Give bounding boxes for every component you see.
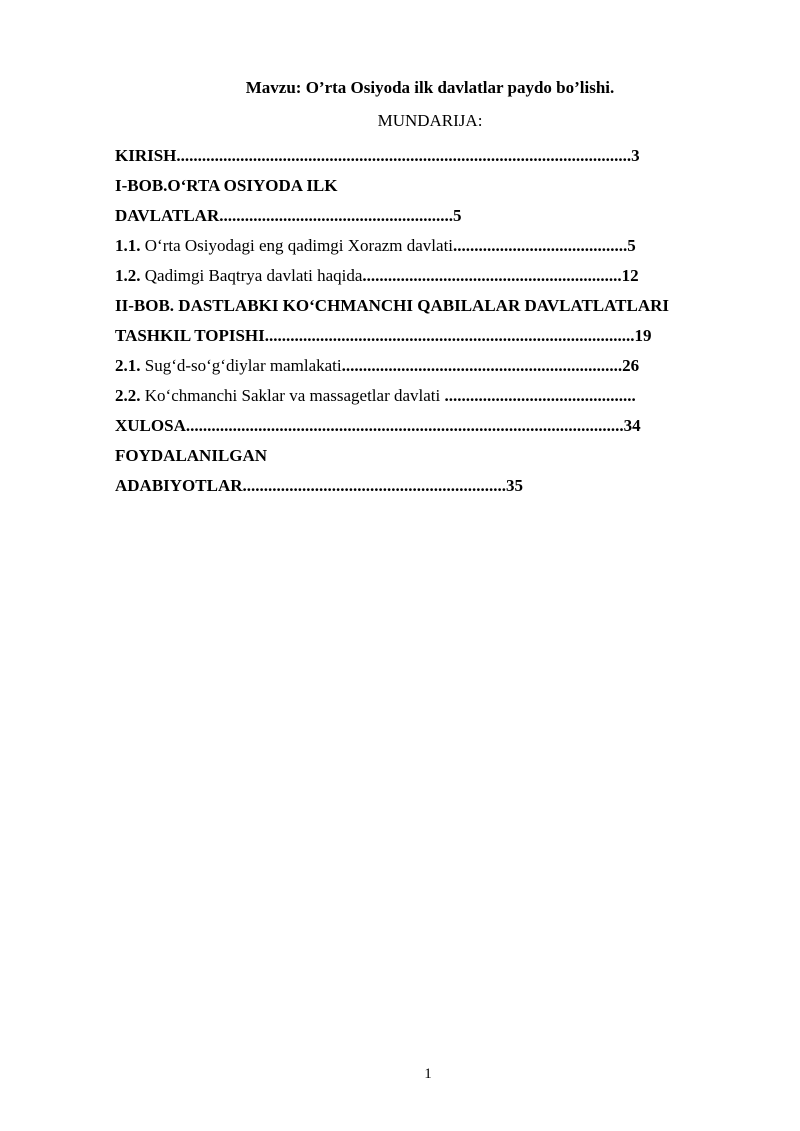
toc-entry-adabiyotlar-line2: ADABIYOTLAR..............................................................35 bbox=[115, 476, 524, 495]
toc-entry-bob1-line1: I-BOB.O‘RTA OSIYODA ILK bbox=[115, 176, 338, 195]
document-title: Mavzu: O’rta Osiyoda ilk davlatlar paydo bo’lishi. bbox=[245, 78, 615, 97]
dot-leader: .........................................5 bbox=[453, 236, 636, 255]
toc-entry-kirish: KIRISH...........................................................................................................3 bbox=[115, 146, 640, 165]
toc-entry-bob2-line2: TASHKIL TOPISHI.......................................................................................19 bbox=[115, 326, 652, 345]
section-title: O‘rta Osiyodagi eng qadimgi Xorazm davlati bbox=[140, 236, 454, 255]
section-number: 1.2. bbox=[115, 266, 141, 285]
section-title: Ko‘chmanchi Saklar va massagetlar davlati bbox=[140, 386, 445, 405]
toc-entry-2-2 bbox=[115, 381, 755, 411]
table-of-contents bbox=[115, 141, 755, 501]
dot-leader: ..................................................................26 bbox=[341, 356, 640, 375]
toc-entry-2-1 bbox=[115, 351, 755, 381]
page-number: 1 bbox=[424, 1066, 432, 1082]
section-title: Sug‘d-so‘g‘diylar mamlakati bbox=[140, 356, 342, 375]
section-number: 2.2. bbox=[115, 386, 141, 405]
section-number: 2.1. bbox=[115, 356, 141, 375]
toc-entry-bob2-line1: II-BOB. DASTLABKI KO‘CHMANCHI QABILALAR DAVLATLATLARI bbox=[115, 296, 670, 315]
toc-entry-adabiyotlar-line1: FOYDALANILGAN bbox=[115, 446, 268, 465]
section-title: Qadimgi Baqtrya davlati haqida bbox=[140, 266, 363, 285]
toc-entry-1-1 bbox=[115, 231, 755, 261]
toc-entry-1-2 bbox=[115, 261, 755, 291]
toc-heading: MUNDARIJA: bbox=[377, 111, 483, 130]
dot-leader: ............................................. bbox=[444, 386, 636, 405]
section-number: 1.1. bbox=[115, 236, 141, 255]
dot-leader: .............................................................12 bbox=[362, 266, 639, 285]
toc-entry-xulosa: XULOSA.......................................................................................................34 bbox=[115, 416, 641, 435]
toc-entry-bob1-line2: DAVLATLAR.......................................................5 bbox=[115, 206, 462, 225]
